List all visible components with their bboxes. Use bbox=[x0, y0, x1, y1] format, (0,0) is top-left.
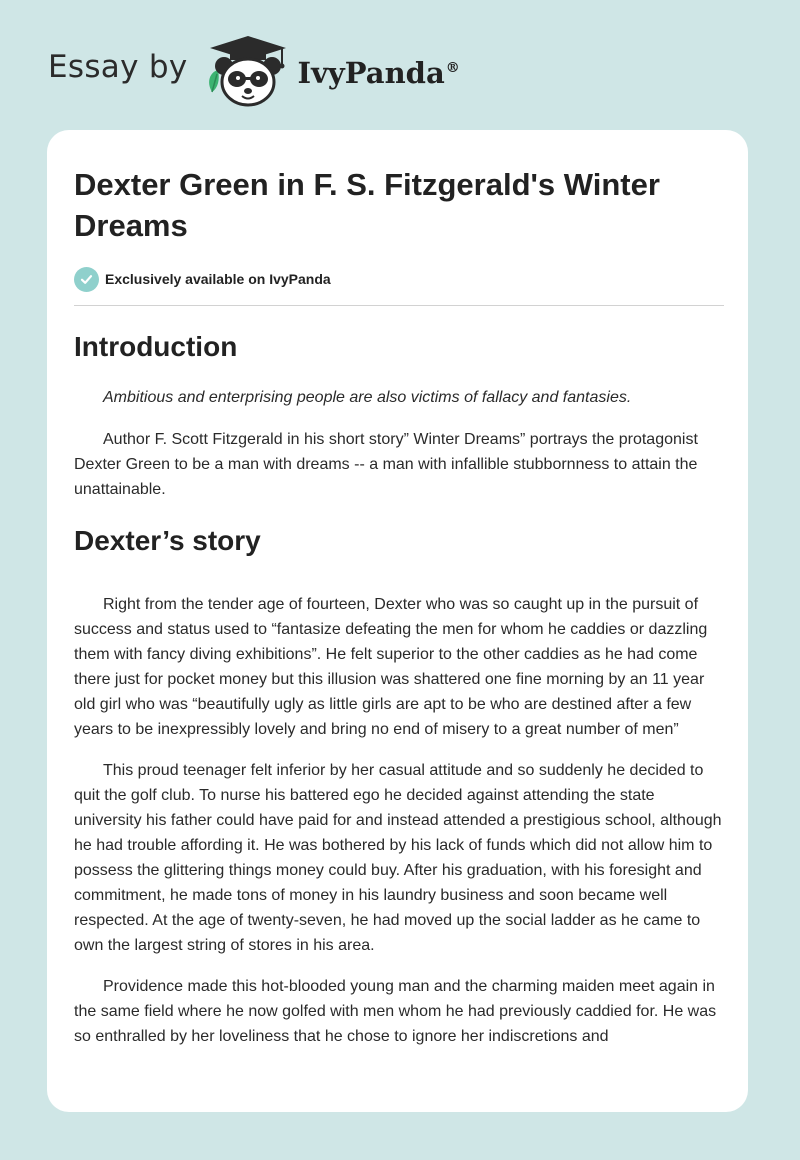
section-heading-dexters-story: Dexter’s story bbox=[74, 525, 261, 556]
page-title: Dexter Green in F. S. Fitzgerald's Winter Dreams bbox=[74, 167, 660, 243]
check-icon bbox=[74, 267, 99, 292]
essay-content bbox=[74, 164, 724, 1049]
brand-name[interactable]: IvyPanda® bbox=[297, 56, 460, 90]
section-heading-introduction: Introduction bbox=[74, 331, 238, 362]
essay-by-label: Essay by bbox=[48, 49, 188, 85]
paragraph: Providence made this hot-blooded young man and the charming maiden meet again in the same field where he now golfed with men whom he had previously caddied for. He was so enthralled by her loveliness that he chose to ignore her indiscretions and bbox=[74, 978, 717, 1045]
exclusive-badge bbox=[74, 266, 724, 292]
panda-logo-icon[interactable] bbox=[202, 30, 294, 110]
divider bbox=[74, 305, 724, 306]
exclusive-label: Exclusively available on IvyPanda bbox=[105, 271, 331, 287]
epigraph-quote: Ambitious and enterprising people are also victims of fallacy and fantasies. bbox=[103, 389, 632, 406]
paragraph: This proud teenager felt inferior by her casual attitude and so suddenly he decided to quit the golf club. To nurse his battered ego he decided against attending the state university his father could have paid for and instead attended a prestigious school, although he had trouble affording it. He was bothered by his lack of funds which did not allow him to possess the glittering things money could buy. After his graduation, with his foresight and commitment, he made tons of money in his laundry business and soon became well respected. At the age of twenty-seven, he had moved up the social ladder as he came to own the largest string of stores in his area. bbox=[74, 762, 722, 954]
essay-card bbox=[47, 130, 748, 1112]
paragraph: Right from the tender age of fourteen, Dexter who was so caught up in the pursuit of success and status used to “fantasize defeating the men for whom he caddies or dazzling them with fancy diving exhibitions”. He felt superior to the other caddies as he had come there just for pocket money but this illusion was shattered one fine morning by an 11 year old girl who was “beautifully ugly as little girls are apt to be who are destined after a few years to be inexpressibly lovely and bring no end of misery to a great number of men” bbox=[74, 596, 708, 738]
registered-mark: ® bbox=[445, 60, 460, 77]
paragraph: Author F. Scott Fitzgerald in his short story” Winter Dreams” portrays the protagonist Dexter Green to be a man with dreams -- a man with infallible stubbornness to attain the unattainable. bbox=[74, 431, 698, 498]
site-header bbox=[48, 30, 460, 110]
